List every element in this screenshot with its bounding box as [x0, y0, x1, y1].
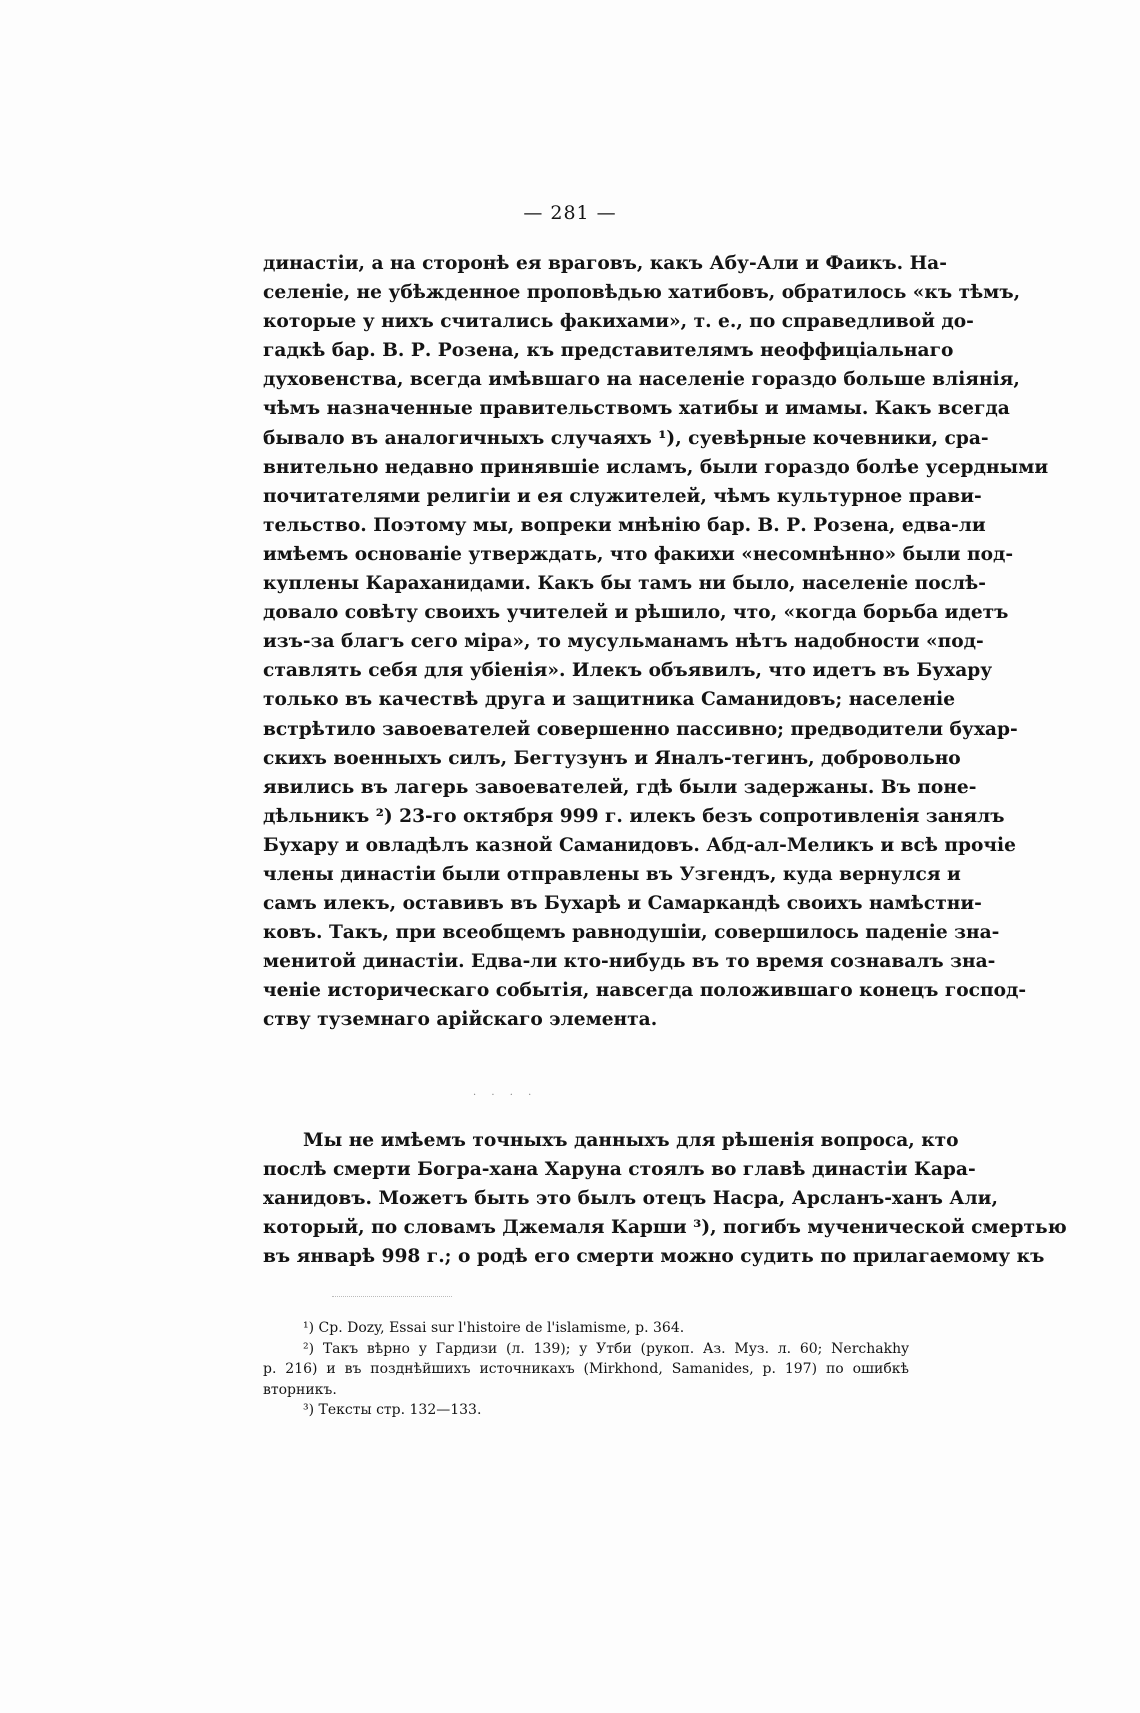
footnote-3: ³) Тексты стр. 132—133. [303, 1402, 482, 1418]
footnote-2-end: вторникъ. [263, 1381, 337, 1398]
text-line: который, по словамъ Джемаля Карши ³), погибъ мученической смертью [263, 1217, 1067, 1239]
text-line: явились въ лагерь завоевателей, гдѣ были задержаны. Въ поне- [263, 776, 977, 798]
text-line: ченіе историческаго событія, навсегда положившаго конецъ господ- [263, 980, 1027, 1002]
text-line: менитой династіи. Едва-ли кто-нибудь въ то время сознавалъ зна- [263, 951, 996, 973]
text-line: довало совѣту своихъ учителей и рѣшило, что, «когда борьба идетъ [263, 602, 1009, 624]
text-line: куплены Караханидами. Какъ бы тамъ ни было, населеніе послѣ- [263, 573, 986, 595]
text-line: изъ-за благъ сего міра», то мусульманамъ нѣтъ надобности «под- [263, 631, 984, 653]
text-line: тельство. Поэтому мы, вопреки мнѣнію бар. В. Р. Розена, едва-ли [263, 514, 986, 536]
footnote-2: ²) Такъ вѣрно у Гардизи (л. 139); у Утби (рукоп. Аз. Муз. л. 60; Nerchakhy [303, 1340, 909, 1357]
paragraph-main [263, 249, 1049, 1035]
text-line: Мы не имѣемъ точныхъ данныхъ для рѣшенія вопроса, кто [303, 1130, 959, 1151]
text-line: скихъ военныхъ силъ, Бегтузунъ и Яналъ-тегинъ, добровольно [263, 747, 961, 769]
text-line: самъ илекъ, оставивъ въ Бухарѣ и Самаркандѣ своихъ намѣстни- [263, 893, 982, 915]
text-line: которые у нихъ считались факихами», т. е., по справедливой до- [263, 311, 974, 333]
text-line: ханидовъ. Можетъ быть это былъ отецъ Насра, Арсланъ-ханъ Али, [263, 1188, 998, 1210]
text-line: ставлять себя для убіенія». Илекъ объявилъ, что идетъ въ Бухару [263, 660, 993, 682]
text-line: только въ качествѣ друга и защитника Саманидовъ; населеніе [263, 689, 956, 711]
text-line: имѣемъ основаніе утверждать, что факихи «несомнѣнно» были под- [263, 543, 1014, 565]
section-divider: · · · · [473, 1090, 538, 1101]
footnote-2-cont: p. 216) и въ позднѣйшихъ источникахъ (Mirkhond, Samanides, p. 197) по ошибкѣ [263, 1361, 909, 1377]
text-line: духовенства, всегда имѣвшаго на населеніе гораздо больше вліянія, [263, 369, 1020, 391]
text-line: внительно недавно принявшіе исламъ, были гораздо болѣе усердными [263, 456, 1049, 478]
text-line: въ январѣ 998 г.; о родѣ его смерти можно судить по прилагаемому къ [263, 1246, 1045, 1268]
text-line: гадкѣ бар. В. Р. Розена, къ представителямъ неоффиціальнаго [263, 340, 954, 362]
text-line: послѣ смерти Богра-хана Харуна стоялъ во главѣ династіи Кара- [263, 1159, 976, 1181]
text-line: чѣмъ назначенные правительствомъ хатибы и имамы. Какъ всегда [263, 398, 1010, 420]
text-line: бывало въ аналогичныхъ случаяхъ ¹), суевѣрные кочевники, сра- [263, 427, 989, 449]
page-number: — 281 — [523, 202, 617, 224]
paragraph-second [263, 1126, 1067, 1271]
footnotes [263, 1318, 909, 1421]
text-line: дѣльникъ ²) 23-го октября 999 г. илекъ безъ сопротивленія занялъ [263, 805, 1005, 827]
footnote-1: ¹) Cp. Dozy, Essai sur l'histoire de l'islamisme, p. 364. [303, 1320, 685, 1336]
text-line: встрѣтило завоевателей совершенно пассивно; предводители бухар- [263, 718, 1018, 740]
text-line: селеніе, не убѣжденное проповѣдью хатибовъ, обратилось «къ тѣмъ, [263, 282, 1021, 304]
text-line: ству туземнаго арійскаго элемента. [263, 1009, 658, 1031]
text-line: династіи, а на сторонѣ ея враговъ, какъ Абу-Али и Фаикъ. На- [263, 253, 947, 274]
text-line: члены династіи были отправлены въ Узгендъ, куда вернулся и [263, 863, 961, 885]
text-line: Бухару и овладѣлъ казной Саманидовъ. Абд-ал-Меликъ и всѣ прочіе [263, 834, 1016, 856]
footnote-rule [332, 1296, 452, 1298]
text-line: почитателями религіи и ея служителей, чѣмъ культурное прави- [263, 485, 982, 507]
text-line: ковъ. Такъ, при всеобщемъ равнодушіи, совершилось паденіе зна- [263, 922, 1000, 944]
